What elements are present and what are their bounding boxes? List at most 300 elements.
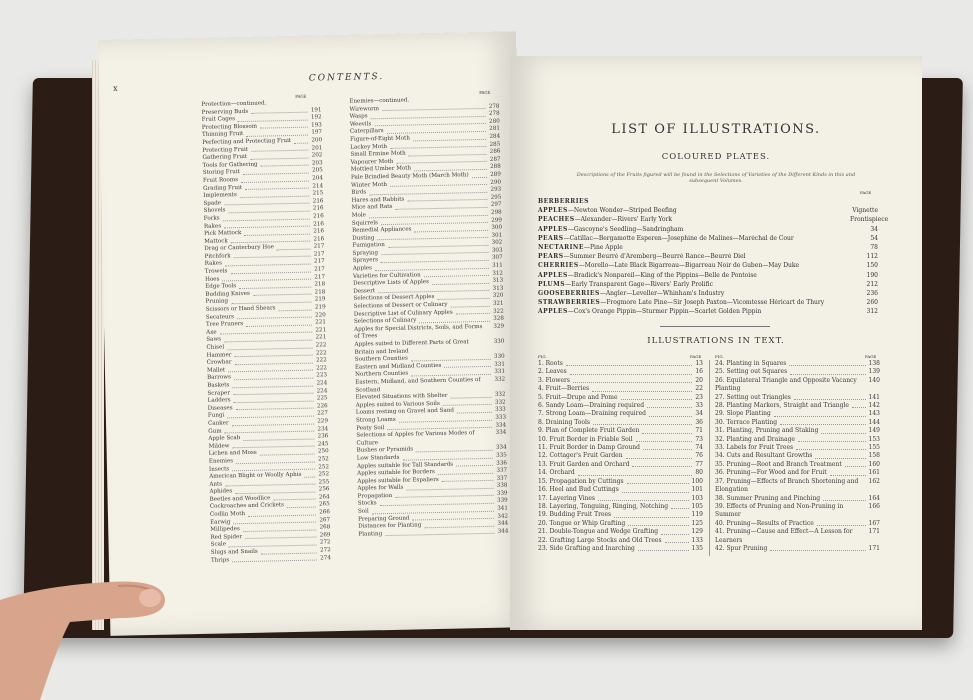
contents-entry-page: 217 [313, 258, 325, 265]
contents-entry-page: 236 [317, 433, 329, 440]
leader-dots [239, 282, 311, 289]
leader-dots [220, 327, 313, 335]
contents-entry-text: Squirrels [351, 219, 379, 227]
plate-entry [538, 299, 878, 307]
plate-entry [538, 262, 878, 270]
plate-fruit: APPLES [538, 207, 568, 215]
plate-entry [538, 253, 878, 261]
plate-varieties: —Angler—Leveller—Whinham's Industry [599, 290, 725, 297]
illustration-entry [715, 469, 880, 477]
contents-entry-page: 312 [492, 270, 504, 277]
leader-dots [235, 487, 316, 494]
leader-dots [789, 360, 865, 366]
contents-entry-text: Apples suitable for Borders [357, 469, 435, 477]
contents-entry-page: 307 [491, 255, 503, 262]
leader-dots [395, 202, 488, 210]
leader-dots [432, 278, 490, 285]
illustration-entry [715, 410, 880, 418]
contents-entry-text: Implements [203, 192, 237, 199]
plate-page: 54 [870, 234, 878, 242]
plates-note-text: Descriptions of the Fruits figured will be found in the Selections of Varieties of the Different Kinds in this and subsequent Volumes. [576, 172, 856, 184]
contents-entry-text: Birds [351, 189, 367, 196]
illustration-entry [538, 537, 703, 545]
leader-dots [424, 521, 494, 528]
illustration-entry [538, 461, 703, 469]
illustration-entry [715, 436, 880, 444]
page-header: CONTENTS. [308, 72, 385, 84]
illustration-entry-text: 9. Plan of Complete Fruit Garden [538, 427, 640, 435]
illustration-entry-text: 38. Summer Pruning and Pinching [715, 494, 821, 502]
contents-entry-text: Small Ermine Moth [350, 150, 406, 158]
leader-dots [412, 513, 494, 520]
leader-dots [626, 452, 693, 458]
contents-entry-page: 218 [314, 289, 326, 296]
illustration-entry-page: 162 [868, 477, 880, 485]
contents-entry-text: Lichen and Moss [208, 450, 257, 458]
contents-entry-text: Propagation [357, 492, 393, 500]
illustration-entry [538, 360, 703, 368]
contents-entry-page: 216 [312, 205, 324, 212]
contents-entry-page: 222 [315, 342, 327, 349]
illustration-entry-text: 16. Heel and Bud Cuttings [538, 486, 619, 494]
contents-entry-text: Distances for Planting [358, 522, 422, 530]
contents-entry-text: Peaty Soil [356, 424, 385, 432]
leader-dots [592, 385, 692, 391]
leader-dots [411, 369, 491, 376]
plate-fruit: APPLES [538, 308, 568, 316]
leader-dots [234, 350, 313, 357]
illustration-entry-text: 12. Cottager's Fruit Garden [538, 452, 623, 460]
contents-entry-text: Spade [203, 200, 222, 207]
contents-entry-page: 333 [495, 414, 507, 421]
leader-dots [232, 555, 317, 562]
contents-entry-page: 218 [314, 281, 326, 288]
illustration-entry-text: 27. Setting out Triangles [715, 393, 791, 401]
illustration-entry [715, 360, 880, 368]
contents-entry-page: 274 [320, 554, 331, 562]
leader-dots [790, 368, 865, 374]
illustration-entry [715, 545, 880, 553]
leader-dots [381, 255, 489, 263]
contents-entry-text: Apples [352, 265, 373, 272]
leader-dots [232, 418, 315, 425]
contents-entry [211, 555, 331, 565]
column-divider [709, 360, 710, 556]
leader-dots [233, 388, 314, 395]
illustration-entry [715, 461, 880, 469]
plate-entry [538, 244, 878, 252]
contents-entry-page: 204 [312, 175, 324, 182]
illustration-entry-page: 143 [868, 410, 880, 418]
contents-entry-text: Pale Brindled Beauty Moth (March Moth) [350, 172, 469, 181]
illustration-entry [538, 520, 703, 528]
leader-dots [273, 494, 316, 500]
illustration-entry [538, 368, 703, 376]
leader-dots [628, 520, 688, 526]
page-title: LIST OF ILLUSTRATIONS. [611, 122, 821, 137]
contents-entry-page: 222 [316, 365, 327, 372]
contents-entry-text: Apples suited to Various Soils [355, 400, 440, 409]
plate-page [850, 198, 878, 206]
illustration-entry-text: 24. Planting in Squares [715, 360, 787, 367]
illustration-entry-page: 22 [695, 385, 703, 393]
contents-entry-text: Apples for Walls [357, 484, 404, 492]
leader-dots [378, 286, 490, 294]
leader-dots [243, 525, 317, 532]
contents-entry-text: Mice and Rats [351, 204, 393, 212]
leader-dots [442, 475, 494, 482]
illustrations-column-2 [715, 360, 880, 553]
plate-fruit: BERBERRIES [538, 198, 589, 205]
illustration-entry-text: 5. Fruit—Drupe and Pome [538, 393, 618, 401]
contents-entry-text: Trowels [204, 268, 228, 275]
contents-entry-text: Perfecting and Protecting Fruit [202, 137, 292, 146]
contents-entry-page: 332 [494, 399, 506, 406]
contents-entry-text: Northern Counties [355, 370, 409, 379]
plate-varieties: —Frogmore Late Pine—Sir Joseph Paxton—Vicomtesse Héricart de Thury [600, 299, 825, 307]
illustration-entry-page: 155 [868, 444, 880, 452]
contents-entry-text: Diseases [207, 405, 233, 412]
contents-entry-page: 311 [492, 262, 503, 269]
leader-dots [304, 472, 315, 478]
contents-entry-page: 284 [489, 133, 501, 140]
leader-dots [794, 394, 866, 400]
plate-fruit: CHERRIES [538, 262, 579, 270]
contents-entry-page: 216 [312, 198, 324, 205]
illustration-entry-page: 161 [868, 469, 880, 477]
illustration-entry-page: 101 [691, 486, 703, 494]
contents-entry-text: Thrips [210, 556, 230, 564]
contents-entry-page: 221 [315, 327, 327, 334]
illustration-entry-page: 158 [868, 452, 880, 460]
plate-varieties: —Catillac—Bergamotte Esperen—Josephine de Malines—Maréchal de Cour [563, 234, 794, 242]
illustration-entry [538, 486, 703, 494]
left-page [98, 31, 528, 636]
plate-page: 112 [866, 253, 878, 261]
contents-entry-text: Wireworm [349, 105, 380, 113]
contents-entry-page: 221 [315, 334, 327, 341]
contents-entry-page: 297 [490, 201, 502, 209]
plate-varieties: —Gascoyne's Seedling—Sandringham [567, 225, 684, 233]
contents-entry-text: Mallet [206, 367, 226, 374]
illustration-entry-text: 28. Planting Markers, Straight and Triangle [715, 402, 849, 410]
leader-dots [251, 107, 308, 114]
contents-entry-page: 226 [316, 403, 328, 410]
contents-entry-page: 328 [493, 315, 504, 323]
contents-entry-page: 334 [495, 444, 507, 452]
leader-dots [277, 244, 311, 250]
contents-entry-text: Hoes [204, 276, 220, 283]
contents-entry-page: 280 [489, 118, 500, 125]
contents-entry-page: 337 [496, 467, 508, 474]
leader-dots [438, 468, 494, 475]
leader-dots [566, 360, 692, 366]
contents-entry-page: 339 [496, 490, 508, 497]
leader-dots [424, 271, 490, 278]
illustrations-column-1 [538, 360, 703, 553]
contents-entry-text: Pick Mattock [204, 230, 242, 237]
leader-dots [243, 168, 309, 175]
contents-entry-text: Saws [206, 336, 222, 344]
leader-dots [377, 233, 488, 241]
contents-entry-text: Scissors or Hand Shears [205, 305, 276, 313]
contents-entry-page: 220 [315, 311, 326, 319]
leader-dots [817, 520, 866, 526]
contents-entry-text: Loams resting on Gravel and Sand [355, 407, 455, 417]
contents-entry-text: Scale [210, 541, 227, 549]
leader-dots [385, 529, 495, 537]
leader-dots [234, 251, 311, 258]
contents-entry-text: Selections of Apples for Various Modes of Culture [356, 430, 475, 447]
leader-dots [409, 149, 487, 156]
leader-dots [414, 164, 487, 171]
contents-entry-text: Stocks [357, 500, 377, 508]
contents-entry-page: 339 [496, 497, 508, 505]
illustration-entry-page: 36 [695, 418, 703, 426]
plate-page: 312 [866, 308, 878, 316]
leader-dots [241, 176, 309, 183]
leader-dots [250, 153, 309, 160]
leader-dots [570, 368, 693, 374]
contents-entry-text: Canker [207, 420, 229, 427]
coloured-plates-heading: COLOURED PLATES. [661, 152, 771, 162]
contents-entry-page: 217 [314, 273, 326, 281]
contents-entry-text: Cockroaches and Crickets [209, 502, 285, 511]
contents-entry-text: Ladders [207, 397, 231, 404]
leader-dots [225, 479, 316, 486]
contents-entry-text: Sprayers [352, 257, 379, 265]
illustrations-heading: ILLUSTRATIONS IN TEXT. [647, 336, 785, 346]
leader-dots [643, 444, 692, 450]
illustration-entry-page: 171 [868, 528, 880, 536]
plates-col-head: PAGE [860, 190, 872, 195]
contents-entry-text: Enemies [208, 458, 234, 465]
contents-entry-page: 224 [316, 380, 328, 387]
contents-entry-page: 295 [490, 194, 502, 201]
illustration-entry [538, 545, 703, 553]
plate-fruit: GOOSEBERRIES [538, 290, 600, 297]
illustration-entry [538, 503, 703, 511]
contents-entry-text: Dusting [352, 234, 375, 242]
illustration-entry-text: 23. Side Grafting and Inarching [538, 544, 635, 552]
plate-page: 236 [866, 290, 878, 297]
leader-dots [232, 441, 314, 448]
contents-entry-text: Secateurs [205, 313, 235, 321]
leader-dots [245, 183, 309, 190]
illustration-entry [538, 436, 703, 444]
leader-dots [770, 545, 865, 551]
illustration-entry-page: 74 [695, 444, 703, 452]
leader-dots [621, 394, 693, 400]
contents-entry-page: 191 [310, 106, 322, 114]
contents-entry-page: 255 [318, 478, 330, 486]
leader-dots [234, 358, 313, 365]
contents-entry-page: 337 [496, 475, 508, 482]
leader-dots [381, 217, 488, 225]
col-head-left: PAGE [295, 93, 307, 99]
plate-entry [538, 281, 878, 289]
contents-entry-page: 329 [493, 323, 505, 330]
leader-dots [649, 410, 692, 416]
illustration-entry-page: 144 [868, 418, 880, 426]
illustration-entry-page: 164 [868, 494, 880, 502]
contents-entry-page: 222 [316, 357, 327, 364]
contents-entry-text: Tree Pruners [205, 321, 244, 329]
contents-entry-text: Pruning [205, 298, 229, 306]
contents-entry-page: 216 [313, 235, 325, 243]
leader-dots [227, 343, 313, 350]
contents-entry-text: Drag or Canterbury Hoe [204, 244, 274, 253]
contents-entry-text: Grading Fruit [203, 184, 243, 192]
contents-entry-page: 286 [489, 148, 501, 155]
illustration-entry [538, 402, 703, 410]
plate-page: Frontispiece [850, 216, 889, 224]
contents-entry-page: 221 [315, 319, 327, 326]
contents-entry-page: 278 [488, 110, 500, 118]
leader-dots [821, 427, 865, 433]
contents-entry-page: 269 [319, 532, 331, 539]
contents-entry-text: Apples suitable for Espaliers [357, 476, 439, 485]
hand [0, 570, 170, 700]
illustration-entry-text: 29. Slope Planting [715, 410, 771, 418]
illustration-entry [538, 528, 703, 536]
illustration-entry-page: 76 [695, 452, 703, 460]
contents-entry-page: 320 [492, 293, 504, 300]
illustration-entry-page: 171 [868, 544, 880, 552]
leader-dots [456, 308, 490, 314]
contents-entry-page: 268 [319, 524, 331, 531]
illustration-entry [538, 427, 703, 435]
illustration-entry-page: 71 [695, 427, 703, 435]
contents-entry-page: 288 [489, 163, 501, 171]
illustration-entry-text: 2. Leaves [538, 368, 567, 376]
leader-dots [388, 240, 489, 248]
leader-dots [371, 111, 486, 119]
leader-dots [780, 419, 865, 425]
contents-entry-page: 200 [311, 137, 323, 144]
leader-dots [387, 422, 492, 430]
contents-entry-page: 252 [318, 463, 330, 470]
leader-dots [228, 206, 309, 213]
plates-note [510, 172, 922, 184]
contents-entry-text: Preserving Buds [201, 108, 249, 116]
illustration-entry-page: 142 [868, 402, 880, 410]
contents-entry-page: 313 [492, 277, 504, 285]
illustration-entry-text: 35. Pruning—Root and Branch Treatment [715, 460, 842, 468]
contents-entry-text: Eastern, Midland, and Southern Counties of Scotland [355, 377, 481, 394]
plate-varieties: —Pine Apple [583, 244, 623, 251]
illustration-entry-text: 8. Draining Tools [538, 418, 590, 426]
leader-dots [225, 259, 311, 266]
leader-dots [396, 157, 487, 164]
contents-entry-text: Fumigation [352, 242, 385, 249]
illustration-entry-text: 42. Spur Pruning [715, 544, 768, 552]
contents-entry-text: Apples suitable for Tall Standards [356, 461, 454, 470]
leader-dots [236, 403, 315, 410]
contents-entry-page: 336 [496, 460, 508, 467]
leader-dots [419, 316, 490, 323]
col-head-right: PAGE [479, 89, 491, 96]
contents-entry-page: 193 [311, 122, 322, 129]
leader-dots [222, 274, 311, 281]
contents-entry-text: Thinning Fruit [201, 131, 244, 139]
plate-varieties: —Summer Beurré d'Aremberg—Beurré Rance—Beurré Diel [563, 253, 746, 261]
leader-dots [387, 126, 487, 134]
contents-entry-text: Descriptive List of Culinary Apples [353, 309, 453, 318]
illustration-entry [715, 402, 880, 410]
illustration-entry-page: 16 [695, 368, 703, 376]
contents-entry-text: Fruit Cages [201, 116, 236, 124]
illustration-entry-page: 166 [868, 502, 880, 510]
illustration-entry-text: 31. Planting, Pruning and Staking [715, 427, 819, 435]
contents-entry-page: 334 [495, 422, 507, 429]
illustration-entry-page: 129 [691, 528, 703, 536]
illustration-entry-text: 34. Cuts and Resultant Growths [715, 452, 813, 460]
leader-dots [374, 119, 486, 127]
contents-entry-page: 321 [492, 300, 504, 307]
plate-page: Vignette [852, 207, 878, 215]
illustration-entry [715, 495, 880, 503]
illustration-entry-text: 41. Pruning—Cause and Effect—A Lesson for Learners [715, 528, 853, 544]
leader-dots [852, 402, 866, 408]
contents-entry-page: 215 [312, 190, 324, 197]
leader-dots [234, 396, 314, 403]
leader-dots [390, 141, 487, 149]
illustration-entry-page: 77 [695, 460, 703, 468]
contents-entry-text: Mattock [204, 238, 228, 245]
illustration-entry-text: 11. Fruit Border in Damp Ground [538, 444, 640, 452]
leader-dots [472, 172, 488, 178]
illustration-entry-text: 18. Layering, Tonguing, Ringing, Notching [538, 502, 669, 510]
illustration-entry [538, 495, 703, 503]
leader-dots [414, 225, 488, 232]
contents-entry-text: Protecting Fruit [202, 146, 249, 154]
contents-entry-text: Fungi [207, 412, 225, 420]
contents-entry-text: Eastern and Midland Counties [354, 362, 442, 371]
leader-dots [231, 297, 312, 304]
contents-entry-text: Pitchfork [204, 253, 231, 260]
contents-entry-page: 341 [497, 505, 508, 512]
contents-entry-page: 298 [490, 209, 502, 216]
illustration-entry [715, 394, 880, 402]
contents-entry-page: 302 [491, 239, 503, 247]
illustration-entry [715, 478, 880, 495]
contents-entry-page: 267 [319, 516, 331, 524]
plate-entry [538, 198, 878, 206]
contents-entry-page: 313 [492, 285, 504, 292]
contents-entry-text: Weevils [349, 121, 372, 128]
contents-entry-page: 229 [317, 418, 329, 425]
leader-dots [665, 537, 689, 543]
plate-varieties: —Early Transparent Gage—Rivers' Early Prolific [565, 280, 713, 288]
leader-dots [402, 453, 493, 460]
illustration-entry-text: 30. Terrace Planting [715, 418, 778, 426]
leader-dots [223, 214, 311, 221]
contents-entry-page: 299 [491, 217, 502, 224]
contents-entry-text: Storing Fruit [202, 169, 240, 177]
contents-entry-text: Crowbar [206, 359, 232, 366]
contents-entry-text: Vapourer Moth [350, 158, 394, 166]
illustration-entry [538, 444, 703, 452]
contents-entry-text: Elevated Situations with Shelter [355, 392, 448, 401]
contents-entry-page: 289 [490, 171, 501, 178]
illustration-entry [538, 410, 703, 418]
contents-entry-text: Earwig [210, 518, 231, 526]
illustration-entry-text: 26. Equilateral Triangle and Opposite Vacancy Planting [715, 376, 857, 393]
illustration-entry [538, 469, 703, 477]
illustration-entry-page: 153 [868, 435, 880, 443]
leader-dots [823, 495, 865, 501]
